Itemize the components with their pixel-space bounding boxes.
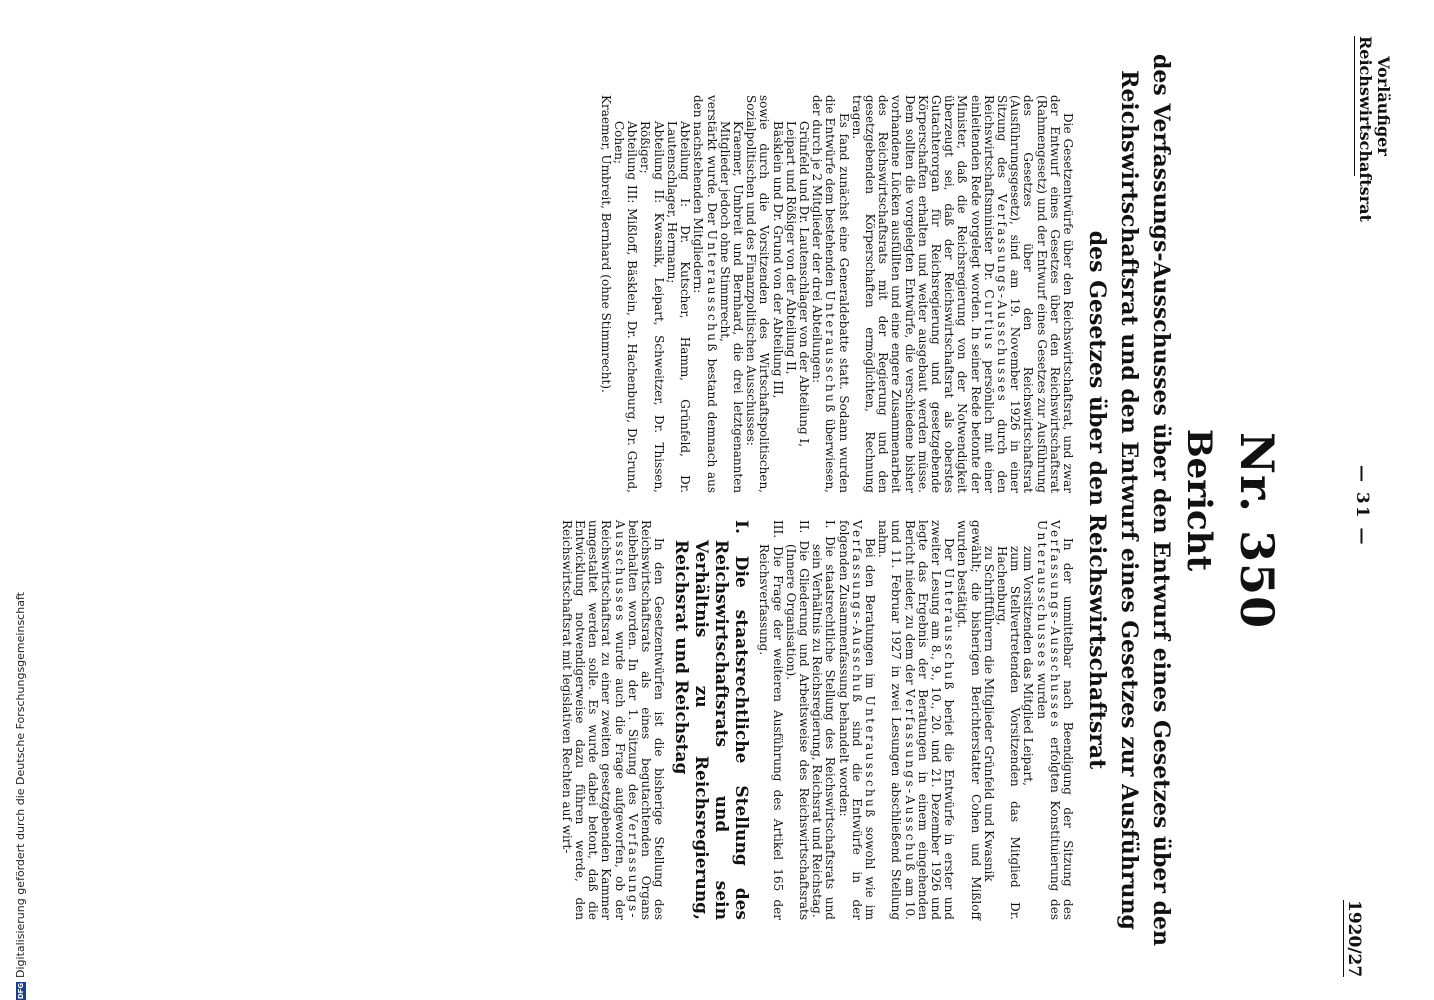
- member-entry: Grünfeld und Dr. Lautenschlager von der Abteilung I,: [796, 121, 811, 448]
- left-column: [599, 95, 1074, 493]
- paragraph: Die Gesetzentwürfe über den Reichswirtschaftsrat, und zwar der Entwurf eines Gesetzes über den Reichswirtschaftsrat (Rahmengesetz) und der Entwurf eines Gesetzes zur Ausführung des Gesetzes über den Reichswirtschaftsrat (Ausführungsgesetz), sind am 19. November 1926 in einer Sitzung des Verfassungs-Ausschusses durch den Reichswirtschaftsminister Dr. Curtius persönlich mit einer einleitenden Rede vorgelegt worden. In seiner Rede betonte der Minister, daß die Reichsregierung von der Notwendigkeit überzeugt sei, daß der Reichswirtschaftsrat als oberstes Gutachterorgan für Reichsregierung und gesetzgebende Körperschaften erhalten und weiter ausgebaut werden müsse. Dem sollten die vorgelegten Entwürfe, die verschiedene bisher vorhandene Lücken ausfüllten und eine engere Zusammenarbeit des Reichswirtschaftsrats mit der Regierung und den gesetzgebenden Körperschaften ermöglichten, Rechnung tragen.: [849, 95, 1075, 493]
- office-entry: zum Stellvertretenden Vorsitzenden das Mitglied Dr. Hachenburg,: [994, 546, 1023, 920]
- paragraph: sowie durch die Vorsitzenden des Wirtschaftspolitischen, Sozialpolitischen und des Finanzpolitischen Ausschusses:: [744, 95, 772, 493]
- paragraph: gewählt; die bisherigen Berichterstatter Cohen und Mißloff wurden bestätigt.: [955, 520, 983, 920]
- subtitle-line-3: des Gesetzes über den Reichswirtschaftsrat: [1084, 230, 1110, 770]
- subtitle-line-1: des Verfassungs-Ausschusses über den Entwurf eines Gesetzes über den: [1148, 54, 1174, 946]
- section-heading: I. Die staatsrechtliche Stellung des Reichswirtschaftsrats und sein Verhältnis zu Reichsregierung, Reichsrat und Reichstag: [671, 520, 752, 920]
- division-members: Abteilung II: Kwasnik, Leipart, Schweitzer, Dr. Thissen, Rößiger;: [638, 121, 666, 493]
- right-column: [560, 520, 1075, 920]
- member-entry: Leipart und Rößiger von der Abteilung II,: [783, 121, 798, 375]
- paragraph: In den Gesetzentwürfen ist die bisherige Stellung des Reichswirtschaftsrats als eines begutachtenden Organs beibehalten worden. In der 1. Sitzung des Verfassungs-Ausschusses wurde auch die Frage aufgeworfen, ob der Reichswirtschaftsrat zu einer zweiten gesetzgebenden Kammer umgestaltet werden solle. Es wurde dabei betont, daß die Entwicklung notwendigerweise dazu führen werde, den Reichswirtschaftsrat mit legislativen Rechten auf wirt-: [559, 520, 667, 920]
- outline-item: I. Die staatsrechtliche Stellung des Reichswirtschaftsrats und sein Verhältnis zu Reichsregierung, Reichsrat und Reichstag.: [810, 520, 838, 920]
- office-entry: zum Vorsitzenden das Mitglied Leipart,: [1021, 546, 1036, 786]
- paragraph: verstärkt wurde. Der Unterausschuß bestand demnach aus den nachstehenden Mitgliedern:: [691, 95, 719, 493]
- outline-item: II. Die Gliederung und Arbeitsweise des Reichswirtschaftsrats (Innere Organisation).: [783, 520, 811, 920]
- outline-item: III. Die Frage der weiteren Ausführung des Artikel 165 der Reichsverfassung.: [757, 520, 785, 920]
- credit-text: Digitalisierung gefördert durch die Deutsche Forschungsgemeinschaft: [14, 592, 27, 978]
- paragraph: In der unmittelbar nach Beendigung der Sitzung des Verfassungs-Ausschusses erfolgten Konstituierung des Unterausschusses wurden: [1034, 520, 1075, 920]
- office-entry: zu Schriftführern die Mitglieder Grünfeld und Kwasnik: [981, 546, 996, 882]
- page-number: — 31 —: [1352, 465, 1372, 547]
- subtitle-line-2: Reichswirtschaftsrat und den Entwurf eines Gesetzes zur Ausführung: [1116, 70, 1142, 930]
- institution-line-2: Reichswirtschaftsrat: [1356, 36, 1375, 222]
- member-entry: Bäsklein und Dr. Grund von der Abteilung III,: [770, 121, 785, 399]
- institution-line-1: Vorläufiger: [1374, 56, 1393, 156]
- division-members: Abteilung I: Dr. Kutscher, Hamm, Grünfeld, Dr. Lautenschlager, Hermann;: [664, 121, 693, 493]
- document-number: Nr. 350: [1230, 432, 1284, 630]
- paragraph: Bei den Beratungen im Unterausschuß sowohl wie im Verfassungs-Ausschuß sind die Entwürfe in der folgenden Zusammenfassung behandelt worden:: [836, 520, 877, 920]
- report-title: Bericht: [1179, 428, 1219, 572]
- digitization-credit: [14, 592, 27, 1000]
- institution-header: [1354, 36, 1393, 222]
- member-entry: Kraemer, Umbreit und Bernhard, die drei letztgenannten Mitglieder jedoch ohne Stimmrecht,: [717, 121, 745, 493]
- division-members: Kraemer, Umbreit, Bernhard (ohne Stimmrecht).: [598, 95, 613, 393]
- division-members: Abteilung III: Mißloff, Bäsklein, Dr. Hachenburg, Dr. Grund, Cohen;: [612, 121, 640, 493]
- paragraph: Der Unterausschuß beriet die Entwürfe in erster und zweiter Lesung am 8., 9., 10., 20. und 21. Dezember 1926 und legte das Ergebnis der Beratungen in einem eingehenden Bericht nieder, zu dem der Verfassungs-Ausschuß am 10. und 11. Februar 1927 in zwei Lesungen abschließend Stellung nahm.: [876, 520, 957, 920]
- dfg-logo: DFG: [17, 982, 25, 1000]
- session-number: 1920/27: [1344, 900, 1364, 978]
- paragraph: Es fand zunächst eine Generaldebatte statt. Sodann wurden die Entwürfe dem bestehenden Unterausschuß überwiesen, der durch je 2 Mitglieder der drei Abteilungen:: [810, 95, 851, 493]
